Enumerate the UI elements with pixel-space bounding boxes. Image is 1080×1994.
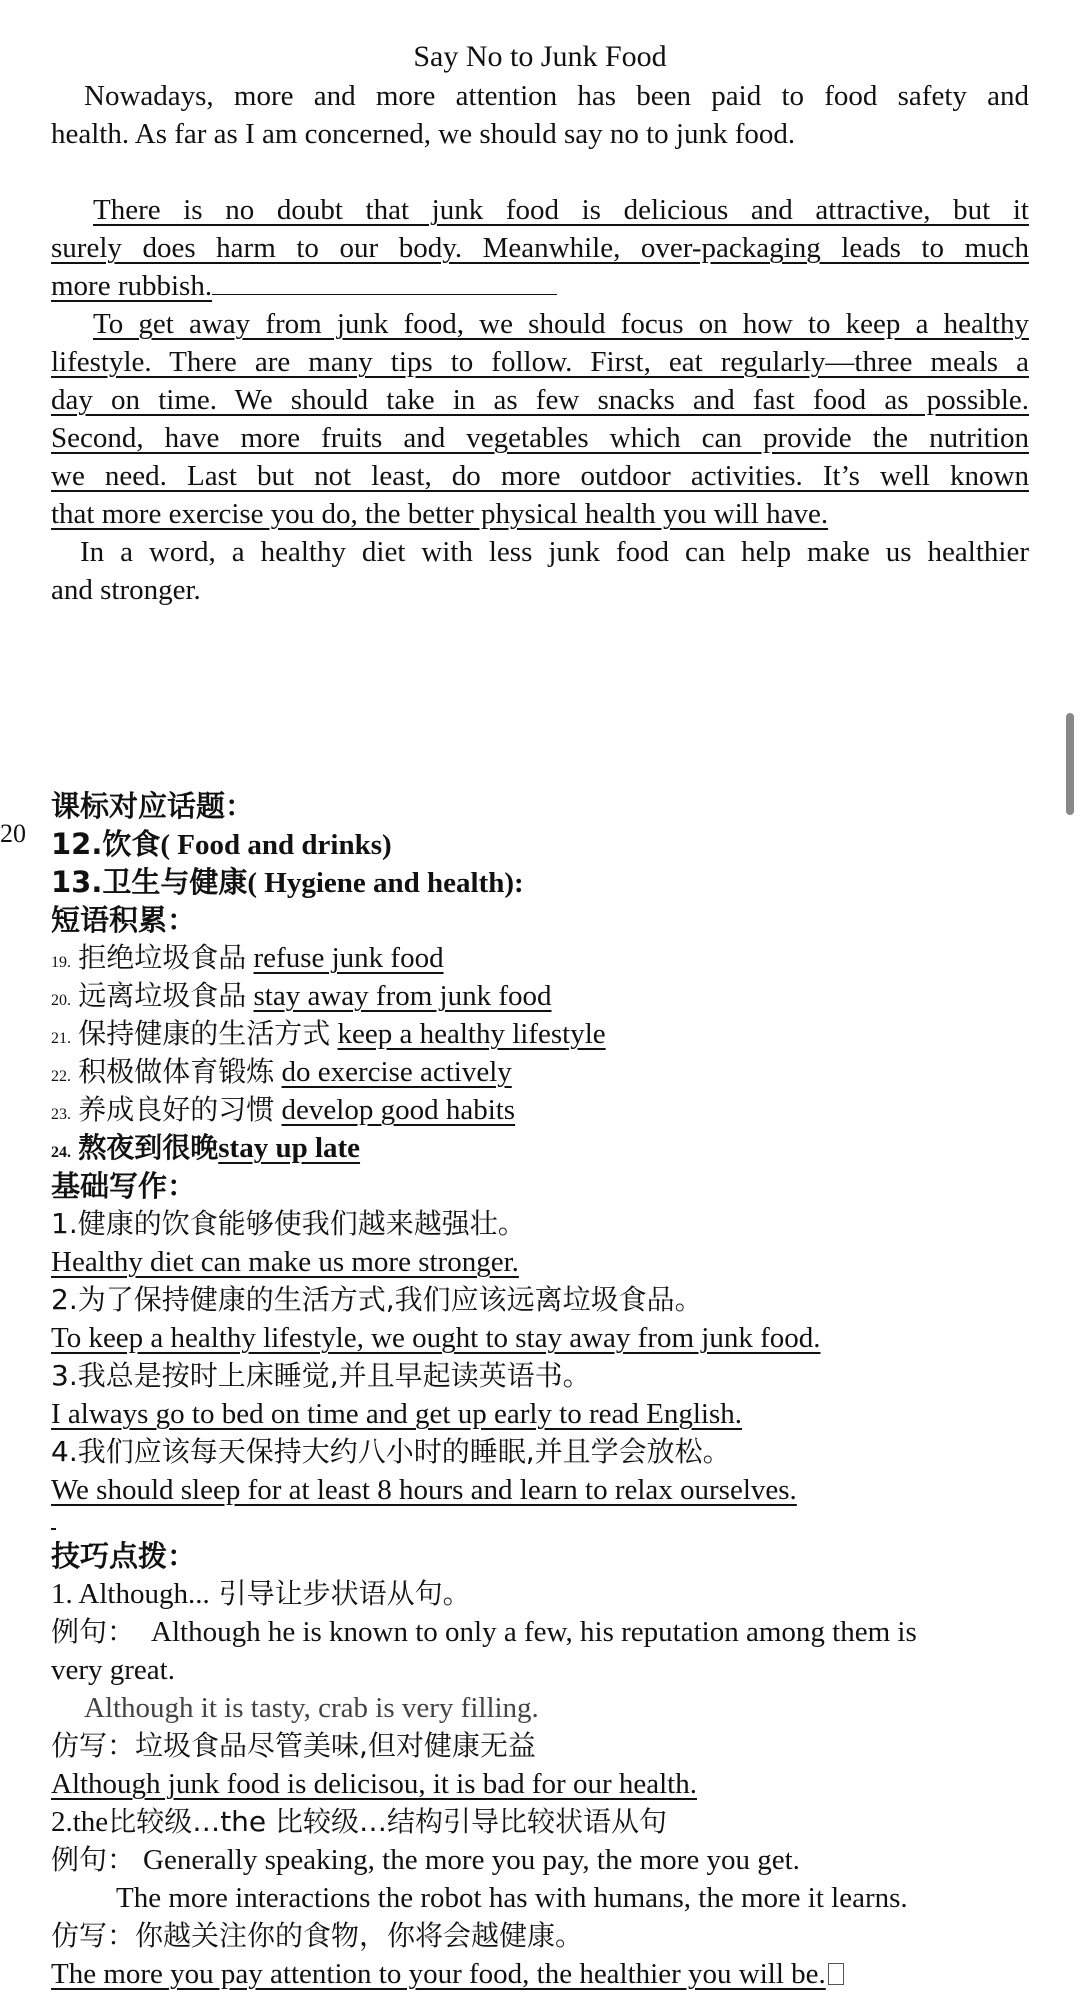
tip-2-head-a: 2.the <box>51 1806 109 1838</box>
tip-1-example: Although he is known to only a few, his reputation among them is <box>151 1616 917 1648</box>
essay-paragraph-2-text: more rubbish. <box>51 270 213 302</box>
essay-paragraph-4-line: In a word, a healthy diet with less junk food can help make us healthier <box>80 536 1029 568</box>
scrollbar-thumb[interactable] <box>1066 713 1074 815</box>
tip-1-answer: Although junk food is delicisou, it is bad for our health. <box>51 1768 697 1800</box>
topic-13 <box>51 863 1029 902</box>
phrase-cn: 拒绝垃圾食品 <box>78 941 247 974</box>
example-label: 例句： <box>51 1843 136 1876</box>
tip-1-example-line <box>51 1613 1029 1651</box>
imitate-label: 仿写： <box>51 1729 136 1762</box>
phrase-item <box>51 939 1029 982</box>
writing-heading: 基础写作： <box>51 1169 197 1203</box>
tip-1-heading <box>51 1575 1029 1613</box>
topic-13-cn: 13.卫生与健康 <box>51 865 248 899</box>
topics-heading: 课标对应话题： <box>51 789 255 823</box>
phrases-heading: 短语积累： <box>51 903 197 937</box>
phrase-number: 24. <box>51 1144 71 1161</box>
phrase-item <box>51 1129 1029 1172</box>
phrase-cn: 养成良好的习惯 <box>78 1093 275 1126</box>
blank-underline <box>212 268 557 295</box>
tip-2-head-b: 比较级…the <box>108 1805 276 1838</box>
tip-1-imitate-cn: 垃圾食品尽管美味,但对健康无益 <box>135 1729 536 1762</box>
tip-2-example-line <box>51 1841 1029 1879</box>
essay-paragraph-3-line: Second, have more fruits and vegetables which can provide the nutrition <box>51 422 1029 454</box>
phrase-number: 23. <box>51 1106 71 1123</box>
tip-2-example-2: The more interactions the robot has with humans, the more it learns. <box>116 1882 908 1914</box>
phrase-cn: 积极做体育锻炼 <box>78 1055 275 1088</box>
writing-answer: We should sleep for at least 8 hours and learn to relax ourselves. <box>51 1474 797 1506</box>
writing-prompt: 1.健康的饮食能够使我们越来越强壮。 <box>51 1207 526 1240</box>
phrase-en: develop good habits <box>281 1094 516 1126</box>
writing-prompt: 3.我总是按时上床睡觉,并且早起读英语书。 <box>51 1359 591 1392</box>
tip-1-example-2: Although it is tasty, crab is very filling. <box>84 1692 539 1724</box>
tip-2-head-c: 比较级…结构引导比较状语从句 <box>275 1805 668 1838</box>
phrase-number: 19. <box>51 954 71 971</box>
tips-heading: 技巧点拨： <box>51 1539 197 1573</box>
phrase-number: 21. <box>51 1030 71 1047</box>
phrase-en: refuse junk food <box>253 942 444 974</box>
phrase-number: 22. <box>51 1068 71 1085</box>
example-label: 例句： <box>51 1615 136 1648</box>
essay-paragraph-4-line: and stronger. <box>51 574 201 606</box>
topic-12-en: ( Food and drinks) <box>160 829 392 861</box>
imitate-label: 仿写： <box>51 1919 136 1952</box>
phrase-en: keep a healthy lifestyle <box>337 1018 606 1050</box>
essay-paragraph-1-line: Nowadays, more and more attention has been paid to food safety and <box>84 80 1029 112</box>
tip-1-desc: 引导让步状语从句。 <box>209 1577 471 1610</box>
phrase-item <box>51 977 1029 1020</box>
tip-2-imitate-line <box>51 1917 1029 1955</box>
essay-paragraph-3-line: To get away from junk food, we should focus on how to keep a healthy <box>93 308 1029 340</box>
topic-13-en: ( Hygiene and health): <box>247 867 524 899</box>
essay-paragraph-2-line <box>51 267 1029 305</box>
writing-answer: I always go to bed on time and get up early to read English. <box>51 1398 742 1430</box>
tip-1-imitate-line <box>51 1727 1029 1765</box>
tip-2-imitate-cn: 你越关注你的食物，你将会越健康。 <box>135 1919 584 1952</box>
phrase-cn: 保持健康的生活方式 <box>78 1017 331 1050</box>
tip-2-heading <box>51 1803 1029 1841</box>
phrase-en: stay away from junk food <box>253 980 552 1012</box>
writing-answer: Healthy diet can make us more stronger. <box>51 1246 519 1278</box>
essay-paragraph-1-line: health. As far as I am concerned, we should say no to junk food. <box>51 118 796 150</box>
tip-1-keyword: 1. Although... <box>51 1578 210 1610</box>
essay-paragraph-2-line: There is no doubt that junk food is delicious and attractive, but it <box>93 194 1029 226</box>
placeholder-box-icon <box>828 1963 844 1985</box>
phrase-en: stay up late <box>218 1132 361 1164</box>
phrase-item <box>51 1053 1029 1096</box>
essay-paragraph-3-line: lifestyle. There are many tips to follow. First, eat regularly—three meals a <box>51 346 1029 378</box>
essay-paragraph-2-line: surely does harm to our body. Meanwhile, over-packaging leads to much <box>51 232 1029 264</box>
tip-1-example-cont: very great. <box>51 1654 175 1686</box>
writing-prompt: 4.我们应该每天保持大约八小时的睡眠,并且学会放松。 <box>51 1435 731 1468</box>
phrase-en: do exercise actively <box>281 1056 512 1088</box>
margin-page-number: 20 <box>0 819 26 848</box>
essay-paragraph-3-line: that more exercise you do, the better physical health you will have. <box>51 498 829 530</box>
phrase-cn: 远离垃圾食品 <box>78 979 247 1012</box>
writing-answer: To keep a healthy lifestyle, we ought to stay away from junk food. <box>51 1322 821 1354</box>
phrase-item <box>51 1091 1029 1134</box>
phrase-cn: 熬夜到很晚 <box>78 1131 219 1164</box>
tip-2-answer-line <box>51 1955 1029 1993</box>
stray-mark <box>51 1528 56 1530</box>
essay-title: Say No to Junk Food <box>413 40 667 73</box>
essay-paragraph-3-line: day on time. We should take in as few snacks and fast food as possible. <box>51 384 1029 416</box>
phrase-item <box>51 1015 1029 1058</box>
topic-12 <box>51 825 1029 864</box>
tip-2-answer: The more you pay attention to your food, the healthier you will be. <box>51 1958 826 1990</box>
topic-12-cn: 12.饮食 <box>51 827 161 861</box>
tip-2-example: Generally speaking, the more you pay, the more you get. <box>143 1844 800 1876</box>
phrase-number: 20. <box>51 992 71 1009</box>
essay-paragraph-3-line: we need. Last but not least, do more outdoor activities. It’s well known <box>51 460 1029 492</box>
writing-prompt: 2.为了保持健康的生活方式,我们应该远离垃圾食品。 <box>51 1283 703 1316</box>
